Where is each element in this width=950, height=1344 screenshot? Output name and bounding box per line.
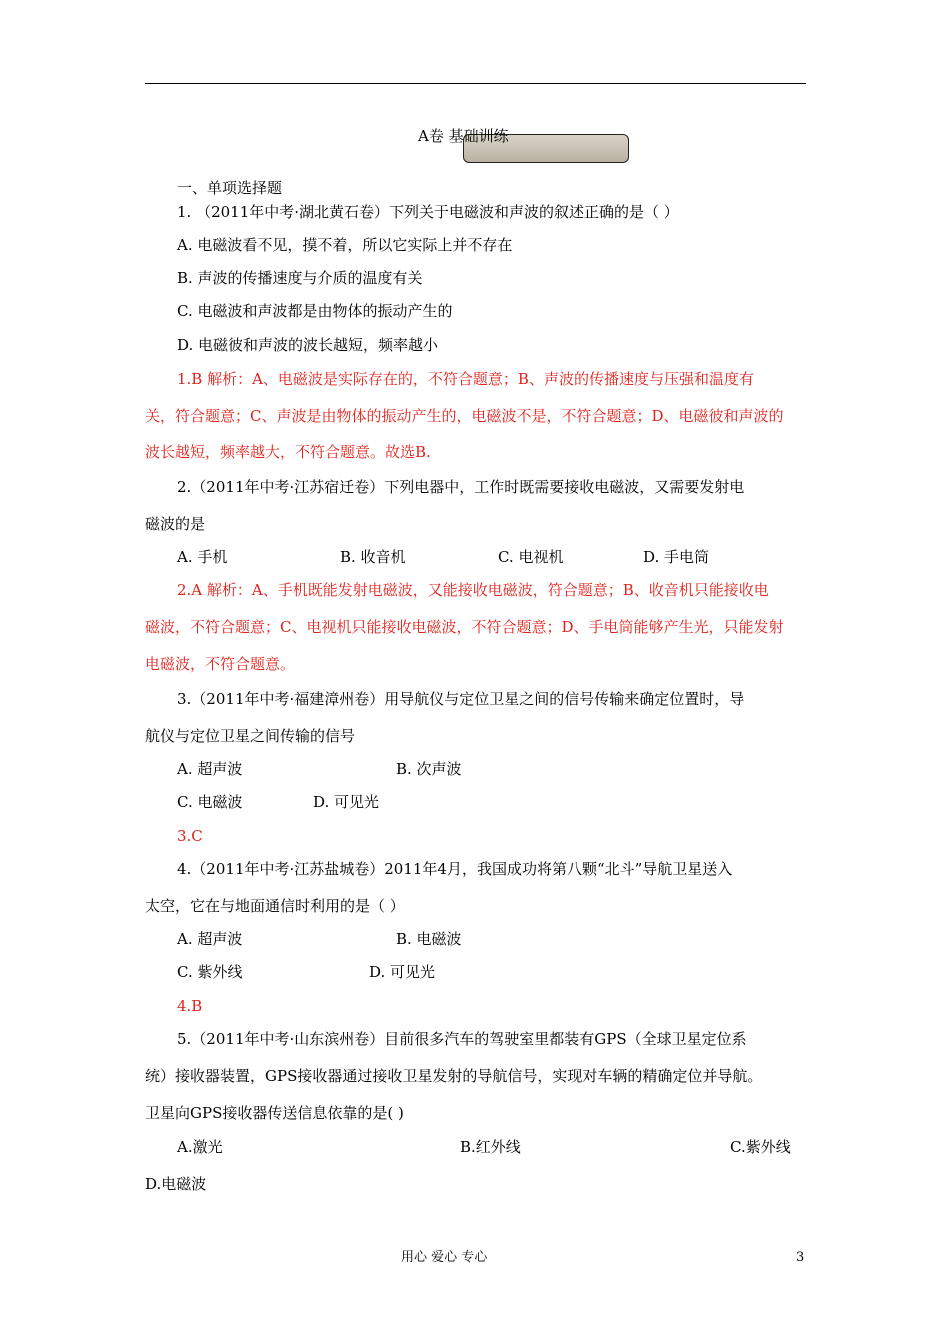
question-5-option-b: B.红外线 xyxy=(460,1138,521,1156)
question-1-answer-line-3: 波长越短，频率越大，不符合题意。故选B. xyxy=(145,443,431,461)
question-3-stem-line-1: 3.（2011年中考·福建漳州卷）用导航仪与定位卫星之间的信号传输来确定位置时，导 xyxy=(177,690,745,708)
question-5-option-d: D.电磁波 xyxy=(145,1175,207,1193)
question-3-option-d: D. 可见光 xyxy=(313,793,380,811)
section-title: A卷 基础训练 xyxy=(418,127,509,145)
question-2-answer-line-1: 2.A 解析：A、手机既能发射电磁波，又能接收电磁波，符合题意；B、收音机只能接收电 xyxy=(177,581,769,599)
part-title: 一、单项选择题 xyxy=(177,179,283,197)
question-4-option-a: A. 超声波 xyxy=(177,930,243,948)
question-1-answer-line-1: 1.B 解析：A、电磁波是实际存在的，不符合题意；B、声波的传播速度与压强和温度有 xyxy=(177,370,754,388)
question-3-option-a: A. 超声波 xyxy=(177,760,243,778)
question-4-stem-line-2: 太空，它在与地面通信时利用的是（ ） xyxy=(145,897,405,915)
question-1-stem: 1. （2011年中考·湖北黄石卷）下列关于电磁波和声波的叙述正确的是（ ） xyxy=(177,203,679,221)
question-5-stem-line-3: 卫星向GPS接收器传送信息依靠的是( ) xyxy=(145,1104,404,1122)
question-2-stem-line-2: 磁波的是 xyxy=(145,515,206,533)
question-1-option-a: A. 电磁波看不见，摸不着，所以它实际上并不存在 xyxy=(177,236,513,254)
question-1-answer-line-2: 关，符合题意；C、声波是由物体的振动产生的，电磁波不是，不符合题意；D、电磁彼和声波的 xyxy=(145,407,784,425)
question-5-option-c: C.紫外线 xyxy=(730,1138,791,1156)
question-4-stem-line-1: 4.（2011年中考·江苏盐城卷）2011年4月，我国成功将第八颗“北斗”导航卫星送入 xyxy=(177,860,733,878)
question-4-answer: 4.B xyxy=(177,997,203,1015)
question-5-stem-line-1: 5.（2011年中考·山东滨州卷）目前很多汽车的驾驶室里都装有GPS（全球卫星定位系 xyxy=(177,1030,747,1048)
question-5-option-a: A.激光 xyxy=(177,1138,223,1156)
question-4-option-c: C. 紫外线 xyxy=(177,963,243,981)
header-rule xyxy=(145,83,806,84)
question-2-stem-line-1: 2.（2011年中考·江苏宿迁卷）下列电器中，工作时既需要接收电磁波，又需要发射电 xyxy=(177,478,745,496)
question-2-answer-line-3: 电磁波，不符合题意。 xyxy=(145,655,296,673)
question-3-option-c: C. 电磁波 xyxy=(177,793,243,811)
question-2-option-a: A. 手机 xyxy=(177,548,228,566)
page-number: 3 xyxy=(796,1250,805,1265)
question-3-stem-line-2: 航仪与定位卫星之间传输的信号 xyxy=(145,727,356,745)
question-3-option-b: B. 次声波 xyxy=(396,760,462,778)
footer-motto: 用心 爱心 专心 xyxy=(401,1250,488,1265)
question-2-option-b: B. 收音机 xyxy=(340,548,406,566)
question-2-option-d: D. 手电筒 xyxy=(643,548,710,566)
question-3-answer: 3.C xyxy=(177,827,203,845)
question-1-option-b: B. 声波的传播速度与介质的温度有关 xyxy=(177,269,423,287)
question-5-stem-line-2: 统）接收器装置，GPS接收器通过接收卫星发射的导航信号，实现对车辆的精确定位并导航。 xyxy=(145,1067,763,1085)
question-2-option-c: C. 电视机 xyxy=(498,548,564,566)
question-4-option-d: D. 可见光 xyxy=(369,963,436,981)
question-1-option-d: D. 电磁彼和声波的波长越短，频率越小 xyxy=(177,336,439,354)
question-2-answer-line-2: 磁波，不符合题意；C、电视机只能接收电磁波，不符合题意；D、手电筒能够产生光，只能发射 xyxy=(145,618,784,636)
question-4-option-b: B. 电磁波 xyxy=(396,930,462,948)
question-1-option-c: C. 电磁波和声波都是由物体的振动产生的 xyxy=(177,302,453,320)
